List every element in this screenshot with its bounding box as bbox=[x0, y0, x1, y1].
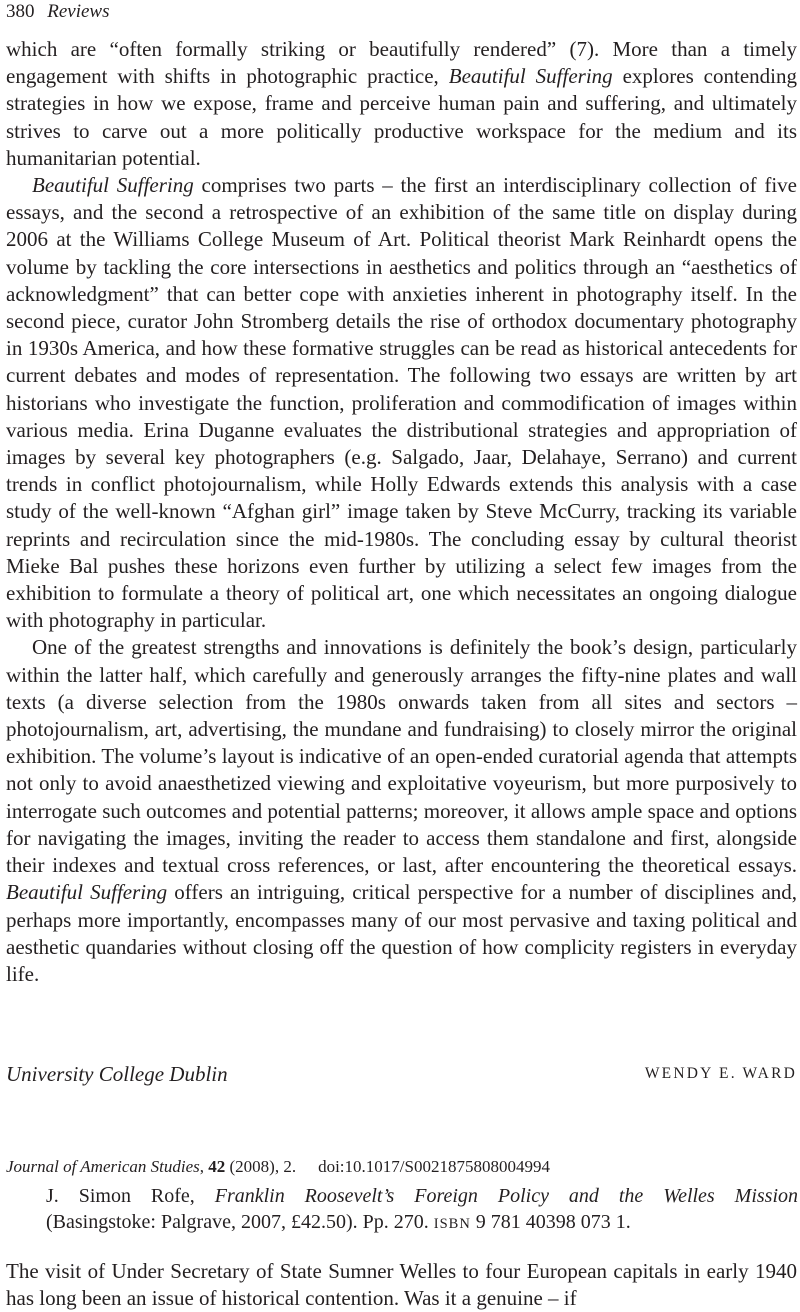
isbn-label: ISBN bbox=[433, 1216, 471, 1232]
book-title: Franklin Roosevelt’s Foreign Policy and the Welles Mission bbox=[214, 1185, 799, 1207]
next-review-body bbox=[6, 1258, 797, 1312]
paragraph-1 bbox=[6, 36, 797, 172]
doi-link[interactable]: doi:10.1017/S0021875808004994 bbox=[318, 1157, 550, 1176]
text-run: explores contending strategies in how we expose, frame and perceive human pain and suffering, and ultimately strives to carve out a more politically productive workspace for the medium and its humanitarian potential. bbox=[6, 64, 797, 170]
paragraph-3 bbox=[6, 634, 797, 988]
text-run: One of the greatest strengths and innovations is definitely the book’s design, particularly within the latter half, which carefully and generously arranges the fifty-nine plates and wall texts (a diverse selection from the 1980s onwards taken from all sites and sectors – photojournalism, art, advertising, the mundane and fundraising) to closely mirror the original exhibition. The volume’s layout is indicative of an open-ended curatorial agenda that attempts not only to avoid anaesthetized viewing and exploitative voyeurism, but more purposively to interrogate such outcomes and potential patterns; moreover, it allows ample space and options for navigating the images, inviting the reader to access them standalone and first, alongside their indexes and textual cross references, or last, after encountering the theoretical essays. bbox=[6, 635, 797, 878]
journal-volume: 42 bbox=[208, 1157, 226, 1176]
section-title: Reviews bbox=[47, 1, 110, 22]
reviewer-name: WENDY E. WARD bbox=[644, 1065, 797, 1082]
next-review-paragraph: The visit of Under Secretary of State Sumner Welles to four European capitals in early 1940 has long been an issue of historical contention. Was it a genuine – if bbox=[6, 1259, 797, 1311]
text-run: comprises two parts – the first an interdisciplinary collection of five essays, and the second a retrospective of an exhibition of the same title on display during 2006 at the Williams College Museum of Art. Political theorist Mark Reinhardt opens the volume by tackling the core intersections in aesthetics and politics through an “aesthetics of acknowledgment” that can better cope with anxieties inherent in photography itself. In the second piece, curator John Stromberg details the rise of orthodox documentary photography in 1930s America, and how these formative struggles can be read as historical antecedents for current debates and modes of representation. The following two essays are written by art historians who investigate the function, proliferation and commodification of images within various media. Erina Duganne evaluates the distributional strategies and appropriation of images by several key photographers (e.g. Salgado, Jaar, Delahaye, Serrano) and current trends in conflict photojournalism, while Holly Edwards extends this analysis with a case study of the well-known “Afghan girl” image taken by Steve McCurry, tracking its variable reprints and recirculation since the mid-1980s. The concluding essay by cultural theorist Mieke Bal pushes these horizons even further by utilizing a select few images from the exhibition to formulate a theory of political art, one which necessitates an ongoing dialogue with photography in particular. bbox=[6, 173, 798, 633]
review-body bbox=[6, 36, 797, 988]
citation-separator: , bbox=[199, 1157, 209, 1176]
book-author: J. Simon Rofe, bbox=[46, 1185, 215, 1207]
running-head bbox=[6, 0, 110, 24]
book-title: Beautiful Suffering bbox=[6, 880, 168, 905]
book-title: Beautiful Suffering bbox=[32, 173, 194, 198]
reviewed-book-heading bbox=[46, 1183, 798, 1237]
page-number: 380 bbox=[6, 1, 35, 22]
text-run: which are “often formally striking or beautifully rendered” (7). More than a timely engagement with shifts in photographic practice, bbox=[6, 37, 797, 89]
journal-citation bbox=[6, 1155, 550, 1179]
isbn-number: 9 781 40398 073 1. bbox=[470, 1211, 631, 1233]
book-author-title bbox=[46, 1183, 798, 1209]
text-run: offers an intriguing, critical perspective for a number of disciplines and, perhaps more importantly, encompasses many of our most pervasive and taxing political and aesthetic quandaries without closing off the question of how complicity registers in everyday life. bbox=[6, 880, 798, 986]
paragraph-2 bbox=[6, 172, 797, 634]
journal-issue: (2008), 2. bbox=[225, 1157, 297, 1176]
review-signature bbox=[6, 1059, 797, 1089]
book-publisher: (Basingstoke: Palgrave, 2007, £42.50). Pp. 270. bbox=[46, 1211, 434, 1233]
book-publication-details bbox=[46, 1209, 798, 1237]
journal-name: Journal of American Studies bbox=[6, 1157, 200, 1176]
book-title: Beautiful Suffering bbox=[448, 64, 613, 89]
reviewer-institution: University College Dublin bbox=[6, 1062, 228, 1086]
